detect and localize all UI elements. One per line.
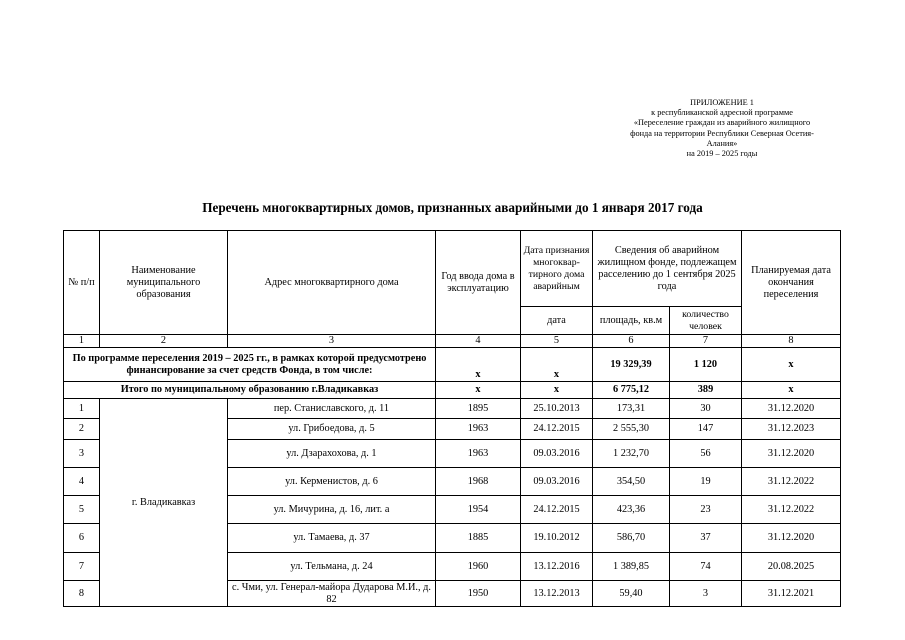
row-planned: 31.12.2022 [742, 468, 841, 496]
municipality-total-planned: x [742, 382, 841, 399]
row-planned: 31.12.2020 [742, 440, 841, 468]
row-num: 7 [64, 553, 100, 581]
row-area: 1 389,85 [593, 553, 670, 581]
header-recognition-date: Дата признания многоквар-тирного дома аварийным [521, 231, 593, 307]
row-year: 1954 [436, 496, 521, 524]
program-total-area: 19 329,39 [593, 348, 670, 382]
column-number: 6 [593, 335, 670, 348]
row-address: с. Чми, ул. Генерал-майора Дударова М.И., д. 82 [228, 581, 436, 607]
row-num: 3 [64, 440, 100, 468]
appendix-line: Алания» [706, 138, 738, 148]
subheader-date: дата [521, 307, 593, 335]
row-area: 354,50 [593, 468, 670, 496]
appendix-line: к республиканской адресной программе [651, 108, 793, 118]
row-people: 30 [670, 399, 742, 419]
row-planned: 31.12.2020 [742, 524, 841, 553]
row-area: 1 232,70 [593, 440, 670, 468]
row-planned: 31.12.2021 [742, 581, 841, 607]
column-number: 1 [64, 335, 100, 348]
row-num: 4 [64, 468, 100, 496]
row-address: ул. Керменистов, д. 6 [228, 468, 436, 496]
municipality-total-year: x [436, 382, 521, 399]
row-people: 56 [670, 440, 742, 468]
row-address: пер. Станиславского, д. 11 [228, 399, 436, 419]
column-numbers-row [64, 335, 841, 348]
header-year: Год ввода дома в эксплуатацию [436, 231, 521, 335]
row-date: 13.12.2016 [521, 553, 593, 581]
row-year: 1963 [436, 440, 521, 468]
header-address: Адрес многоквартирного дома [228, 231, 436, 335]
municipality-total-label: Итого по муниципальному образованию г.Владикавказ [64, 382, 436, 399]
emergency-houses-table [63, 230, 841, 607]
row-address: ул. Тельмана, д. 24 [228, 553, 436, 581]
row-date: 19.10.2012 [521, 524, 593, 553]
column-number: 2 [100, 335, 228, 348]
column-number: 7 [670, 335, 742, 348]
row-area: 423,36 [593, 496, 670, 524]
column-number: 4 [436, 335, 521, 348]
row-address: ул. Мичурина, д. 16, лит. а [228, 496, 436, 524]
subheader-area: площадь, кв.м [593, 307, 670, 335]
row-address: ул. Тамаева, д. 37 [228, 524, 436, 553]
row-date: 24.12.2015 [521, 419, 593, 440]
row-num: 1 [64, 399, 100, 419]
row-people: 37 [670, 524, 742, 553]
program-total-date: x [521, 348, 593, 382]
row-num: 2 [64, 419, 100, 440]
row-area: 586,70 [593, 524, 670, 553]
header-num: № п/п [64, 231, 100, 335]
program-total-year: x [436, 348, 521, 382]
row-planned: 31.12.2023 [742, 419, 841, 440]
header-row [64, 231, 841, 307]
row-date: 09.03.2016 [521, 440, 593, 468]
row-year: 1960 [436, 553, 521, 581]
row-people: 3 [670, 581, 742, 607]
row-num: 8 [64, 581, 100, 607]
municipality-total-people: 389 [670, 382, 742, 399]
column-number: 3 [228, 335, 436, 348]
row-date: 25.10.2013 [521, 399, 593, 419]
subheader-people: количество человек [670, 307, 742, 335]
column-number: 8 [742, 335, 841, 348]
row-year: 1950 [436, 581, 521, 607]
row-planned: 31.12.2020 [742, 399, 841, 419]
appendix-header [598, 98, 846, 159]
municipality-total-area: 6 775,12 [593, 382, 670, 399]
header-municipality: Наименование муниципального образования [100, 231, 228, 335]
row-year: 1895 [436, 399, 521, 419]
program-total-row [64, 348, 841, 382]
table-row [64, 399, 841, 419]
appendix-line: ПРИЛОЖЕНИЕ 1 [690, 98, 754, 107]
row-area: 2 555,30 [593, 419, 670, 440]
row-planned: 20.08.2025 [742, 553, 841, 581]
row-year: 1885 [436, 524, 521, 553]
row-year: 1968 [436, 468, 521, 496]
header-planned-date: Планируемая дата окончания переселения [742, 231, 841, 335]
row-num: 5 [64, 496, 100, 524]
program-total-label: По программе переселения 2019 – 2025 гг., в рамках которой предусмотрено финансирование за счет средств Фонда, в том числе: [64, 348, 436, 382]
row-planned: 31.12.2022 [742, 496, 841, 524]
row-address: ул. Грибоедова, д. 5 [228, 419, 436, 440]
row-people: 74 [670, 553, 742, 581]
row-date: 13.12.2013 [521, 581, 593, 607]
municipality-cell: г. Владикавказ [100, 399, 228, 607]
row-area: 173,31 [593, 399, 670, 419]
row-area: 59,40 [593, 581, 670, 607]
row-year: 1963 [436, 419, 521, 440]
column-number: 5 [521, 335, 593, 348]
appendix-line: «Переселение граждан из аварийного жилищного [633, 118, 811, 128]
row-date: 09.03.2016 [521, 468, 593, 496]
row-address: ул. Дзарахохова, д. 1 [228, 440, 436, 468]
row-num: 6 [64, 524, 100, 553]
row-people: 147 [670, 419, 742, 440]
header-fund-info: Сведения об аварийном жилищном фонде, подлежащем расселению до 1 сентября 2025 года [593, 231, 742, 307]
row-people: 19 [670, 468, 742, 496]
municipality-total-date: x [521, 382, 593, 399]
row-people: 23 [670, 496, 742, 524]
appendix-line: на 2019 – 2025 годы [686, 149, 758, 159]
municipality-total-row [64, 382, 841, 399]
document-title: Перечень многоквартирных домов, признанных аварийными до 1 января 2017 года [202, 200, 703, 215]
appendix-line: фонда на территории Республики Северная Осетия- [630, 128, 814, 138]
row-date: 24.12.2015 [521, 496, 593, 524]
program-total-planned: x [742, 348, 841, 382]
program-total-people: 1 120 [670, 348, 742, 382]
